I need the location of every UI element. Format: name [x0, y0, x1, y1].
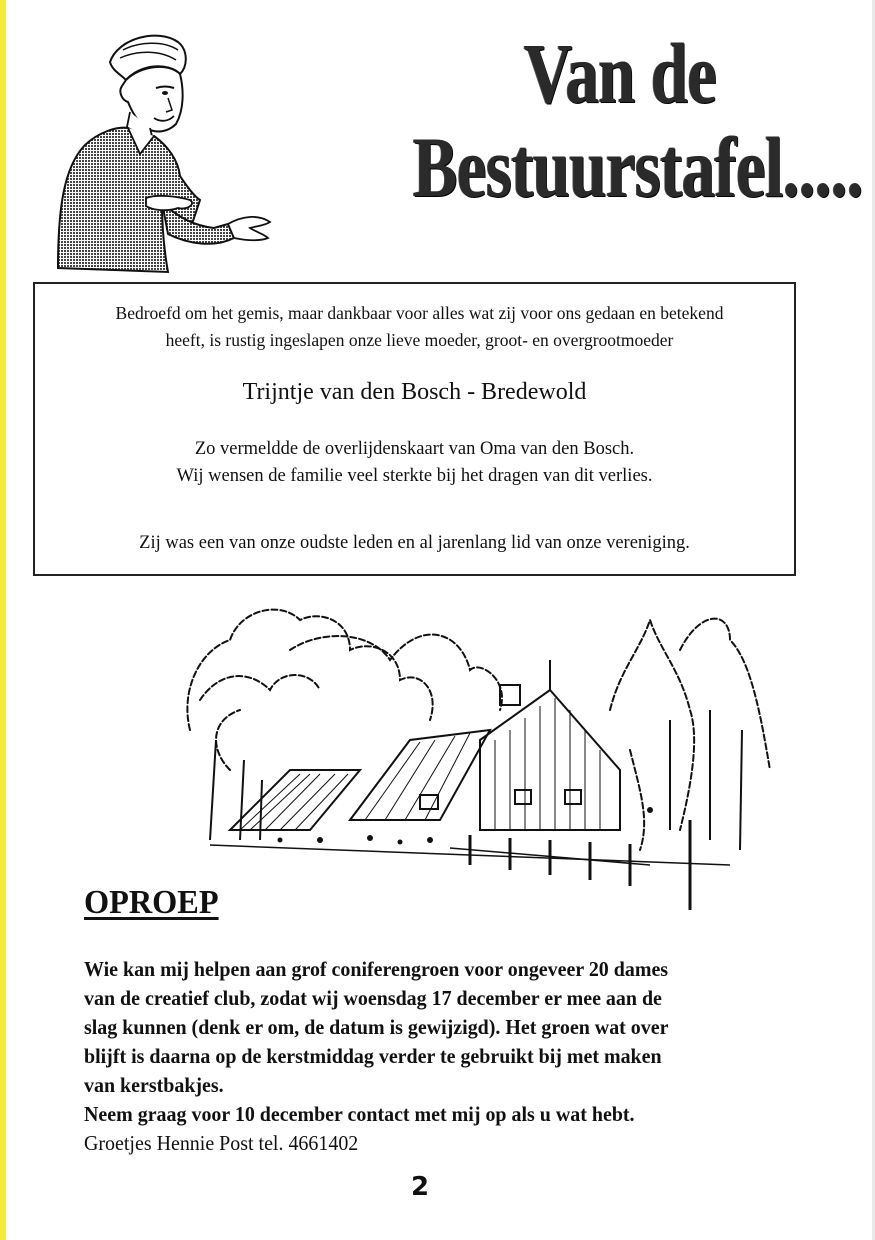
notice-intro	[45, 300, 794, 354]
heading-line-1: Van de	[523, 25, 717, 121]
page-heading	[360, 25, 863, 215]
oproep-line: slag kunnen (denk er om, de datum is gewijzigd). Het groen wat over	[84, 1015, 669, 1039]
oproep-line: blijft is daarna op de kerstmiddag verder te gebruikt bij met maken	[84, 1044, 662, 1068]
oproep-title: OPROEP	[84, 884, 219, 921]
notice-line-4: Wij wensen de familie veel sterkte bij het dragen van dit verlies.	[176, 466, 653, 486]
heading-line-2: Bestuurstafel.....	[412, 119, 863, 215]
deceased-name: Trijntje van den Bosch - Bredewold	[242, 379, 587, 405]
oproep-line: van kerstbakjes.	[84, 1073, 224, 1097]
notice-line-5: Zij was een van onze oudste leden en al jarenlang lid van onze vereniging.	[139, 533, 690, 553]
notice-line-2: heeft, is rustig ingeslapen onze lieve moeder, groot- en overgrootmoeder	[165, 330, 674, 350]
man-pointing-illustration	[28, 28, 278, 278]
oproep-body	[84, 955, 740, 1158]
page-edge-yellow	[0, 0, 6, 1240]
notice-line-3: Zo vermeldde de overlijdenskaart van Oma van den Bosch.	[194, 439, 635, 459]
notice-line-1: Bedroefd om het gemis, maar dankbaar voor alles wat zij voor ons gedaan en betekend	[115, 303, 724, 323]
oproep-signature: Groetjes Hennie Post tel. 4661402	[84, 1131, 359, 1155]
farmhouse-landscape-illustration	[170, 590, 780, 920]
oproep-line: Wie kan mij helpen aan grof coniferengroen voor ongeveer 20 dames	[84, 957, 669, 981]
oproep-line: Neem graag voor 10 december contact met mij op als u wat hebt.	[84, 1102, 635, 1126]
notice-message	[35, 436, 794, 490]
oproep-line: van de creatief club, zodat wij woensdag 17 december er mee aan de	[84, 986, 662, 1010]
page-number: 2	[410, 1172, 430, 1202]
obituary-notice-box	[33, 282, 796, 576]
